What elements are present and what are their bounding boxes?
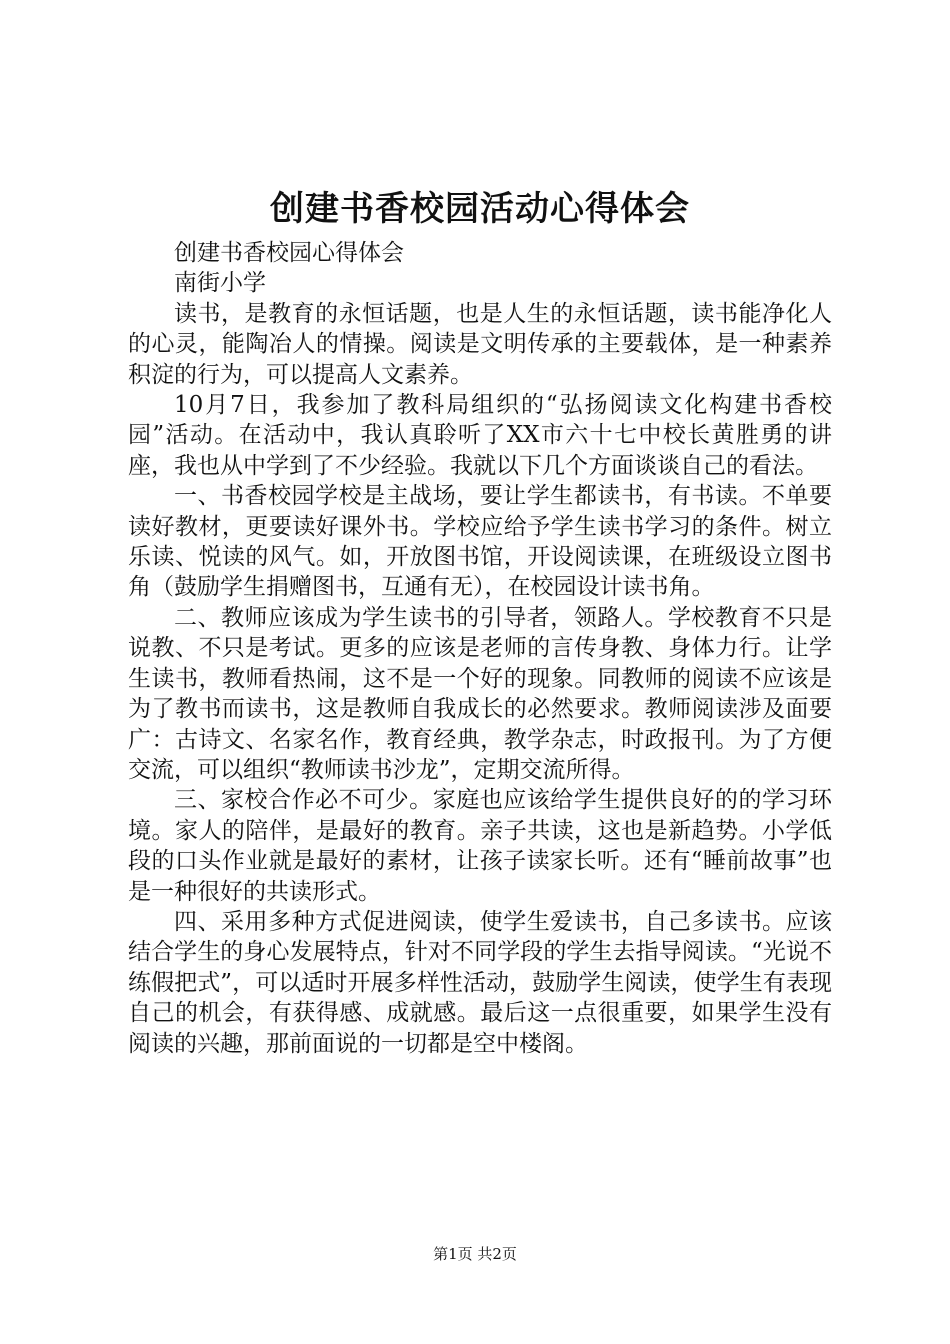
body-paragraph: 读书，是教育的永恒话题，也是人生的永恒话题，读书能净化人的心灵，能陶冶人的情操。阅读是文明传承的主要载体，是一种素养积淀的行为，可以提高人文素养。 (128, 300, 832, 388)
document-page (128, 0, 832, 1344)
body-paragraph: 三、家校合作必不可少。家庭也应该给学生提供良好的的学习环境。家人的陪伴，是最好的教育。亲子共读，这也是新趋势。小学低段的口头作业就是最好的素材，让孩子读家长听。还有“睡前故事”也是一种很好的共读形式。 (128, 787, 832, 905)
body-paragraph: 一、书香校园学校是主战场，要让学生都读书，有书读。不单要读好教材，更要读好课外书。学校应给予学生读书学习的条件。树立乐读、悦读的风气。如，开放图书馆，开设阅读课，在班级设立图书角（鼓励学生捐赠图书，互通有无），在校园设计读书角。 (128, 483, 832, 601)
document-body (128, 238, 832, 1059)
page-number-footer: 第1页 共2页 (433, 1245, 517, 1263)
body-paragraph: 四、采用多种方式促进阅读，使学生爱读书，自己多读书。应该结合学生的身心发展特点，针对不同学段的学生去指导阅读。“光说不练假把式”，可以适时开展多样性活动，鼓励学生阅读，使学生有表现自己的机会，有获得感、成就感。最后这一点很重要，如果学生没有阅读的兴趣，那前面说的一切都是空中楼阁。 (128, 908, 832, 1057)
author-paragraph: 南街小学 (174, 270, 266, 297)
body-paragraph: 10月7日，我参加了教科局组织的“弘扬阅读文化构建书香校园”活动。在活动中，我认真聆听了XX市六十七中校长黄胜勇的讲座，我也从中学到了不少经验。我就以下几个方面谈谈自己的看法。 (128, 392, 832, 479)
document-title: 创建书香校园活动心得体会 (270, 189, 690, 229)
body-paragraph: 二、教师应该成为学生读书的引导者，领路人。学校教育不只是说教、不只是考试。更多的应该是老师的言传身教、身体力行。让学生读书，教师看热闹，这不是一个好的现象。同教师的阅读不应该是为了教书而读书，这是教师自我成长的必然要求。教师阅读涉及面要广：古诗文、名家名作，教育经典，教学杂志，时政报刊。为了方便交流，可以组织“教师读书沙龙”，定期交流所得。 (128, 604, 832, 783)
subtitle-paragraph: 创建书香校园心得体会 (174, 240, 404, 266)
